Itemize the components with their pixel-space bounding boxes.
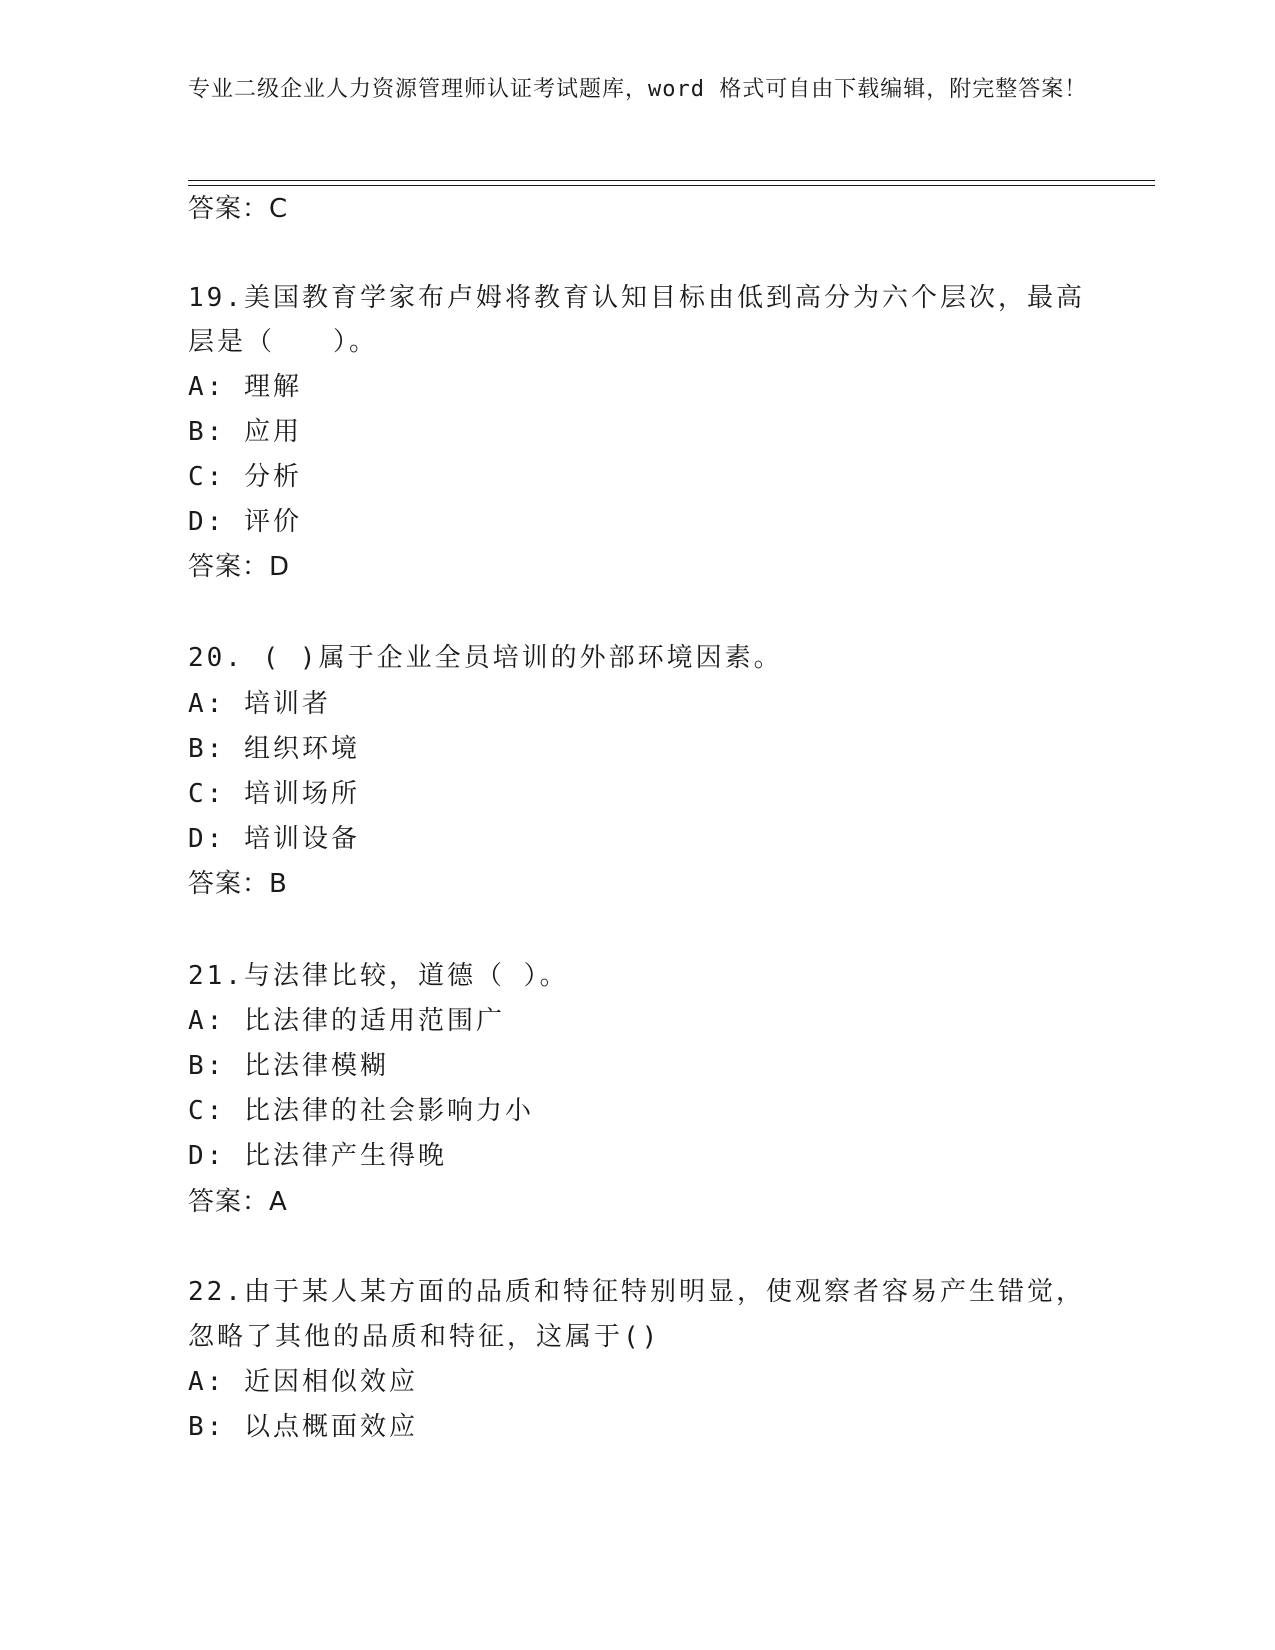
question-19-option-b: B: 应用 — [188, 417, 302, 447]
previous-answer: 答案：C — [188, 194, 289, 224]
question-22-option-a: A: 近因相似效应 — [188, 1367, 418, 1397]
header-divider-top — [188, 180, 1155, 181]
question-19-stem-line-1: 19.美国教育学家布卢姆将教育认知目标由低到高分为六个层次，最高 — [188, 283, 1085, 313]
question-19-stem-line-2: 层是（ ）。 — [188, 327, 379, 357]
question-21-answer: 答案：A — [188, 1187, 288, 1217]
question-19-answer: 答案：D — [188, 552, 291, 582]
question-20-stem-line-1: 20. ( )属于企业全员培训的外部环境因素。 — [188, 643, 783, 673]
question-20-option-a: A: 培训者 — [188, 689, 331, 719]
question-20-option-c: C: 培训场所 — [188, 779, 360, 809]
question-21-option-c: C: 比法律的社会影响力小 — [188, 1096, 534, 1126]
question-22-stem-line-2: 忽略了其他的品质和特征，这属于() — [188, 1322, 661, 1352]
question-22-option-b: B: 以点概面效应 — [188, 1412, 418, 1442]
document-header: 专业二级企业人力资源管理师认证考试题库，word 格式可自由下载编辑，附完整答案！ — [188, 77, 1088, 102]
question-21-option-d: D: 比法律产生得晚 — [188, 1141, 447, 1171]
question-19-option-c: C: 分析 — [188, 462, 302, 492]
question-19-option-d: D: 评价 — [188, 507, 302, 537]
question-19-option-a: A: 理解 — [188, 372, 302, 402]
question-21-option-b: B: 比法律模糊 — [188, 1051, 389, 1081]
question-20-option-d: D: 培训设备 — [188, 824, 360, 854]
question-21-option-a: A: 比法律的适用范围广 — [188, 1006, 505, 1036]
question-20-answer: 答案：B — [188, 869, 288, 899]
question-22-stem-line-1: 22.由于某人某方面的品质和特征特别明显，使观察者容易产生错觉， — [188, 1277, 1085, 1307]
header-divider-bottom — [188, 185, 1155, 186]
question-21-stem-line-1: 21.与法律比较，道德（ ）。 — [188, 961, 569, 991]
question-20-option-b: B: 组织环境 — [188, 734, 360, 764]
